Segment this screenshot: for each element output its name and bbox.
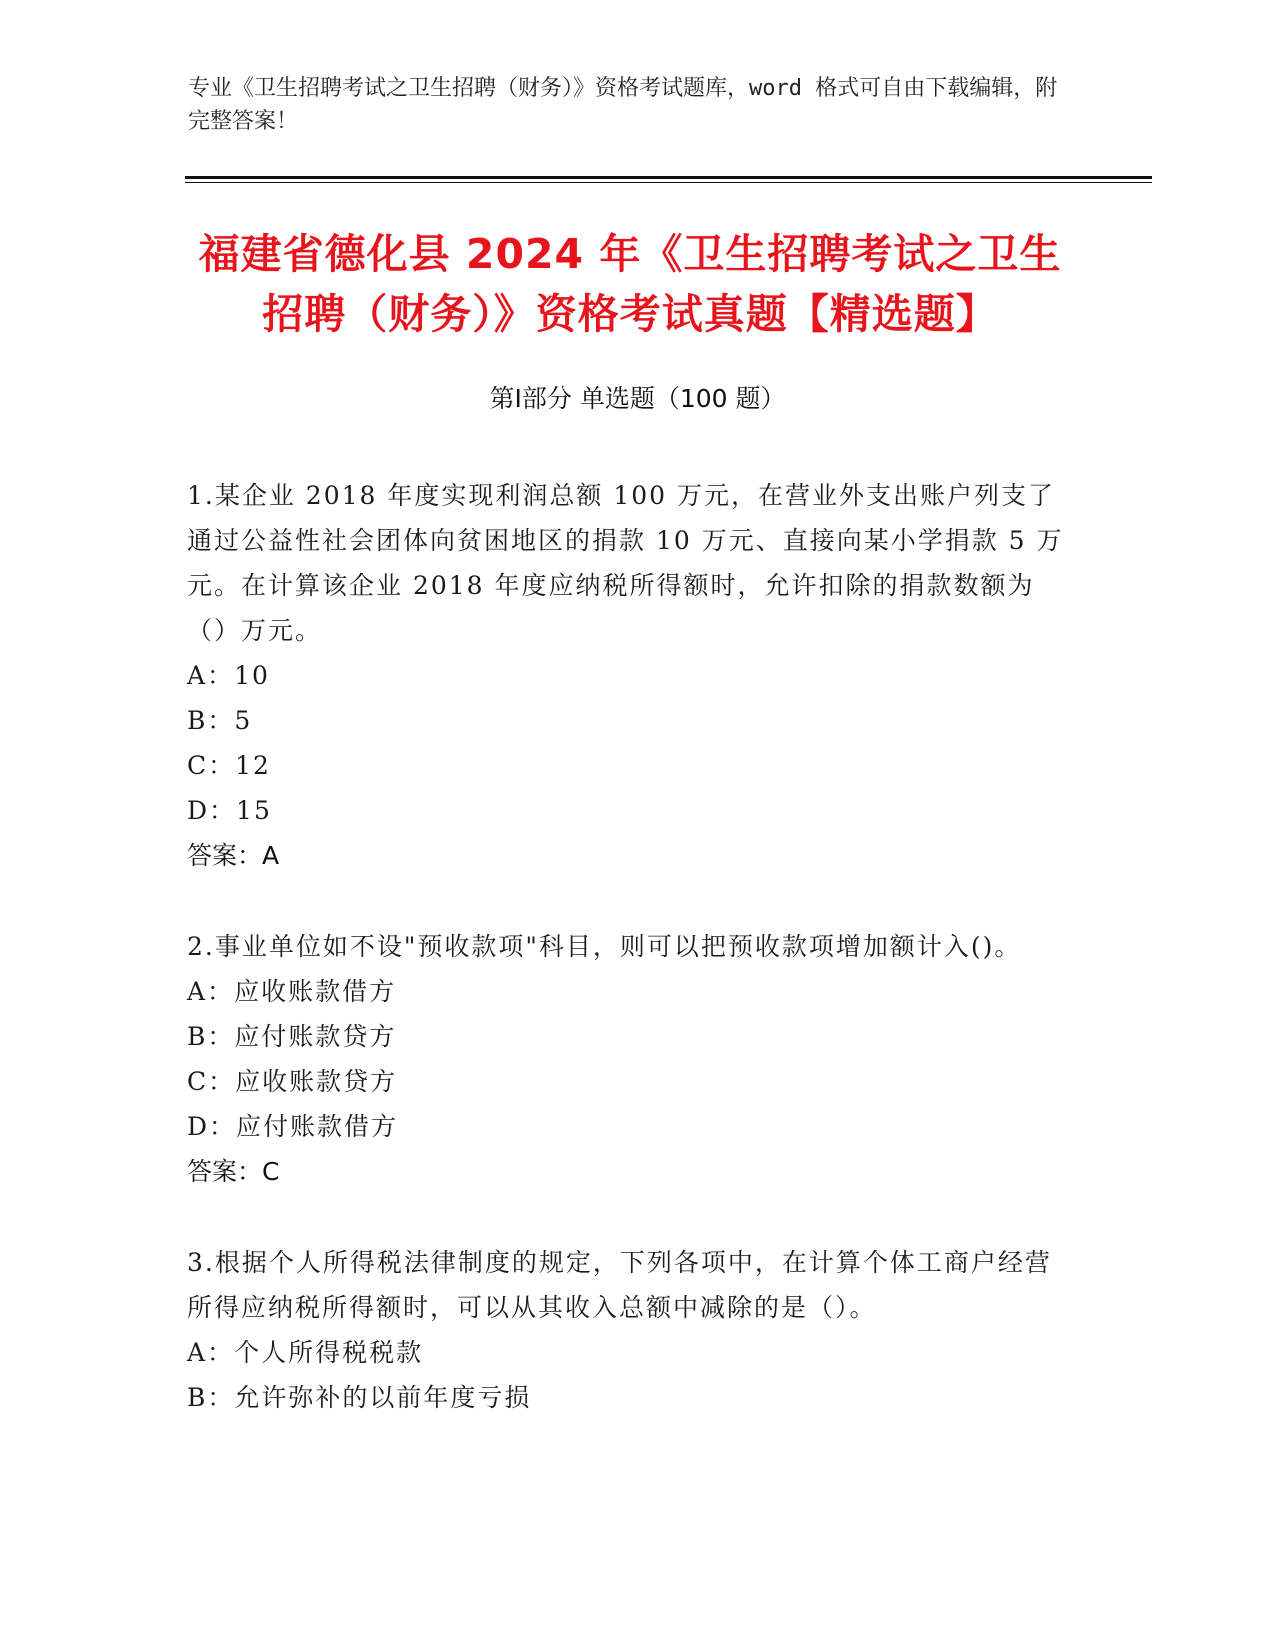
question-stem: 1.某企业 2018 年度实现利润总额 100 万元，在营业外支出账户列支了通过公益性社会团体向贫困地区的捐款 10 万元、直接向某小学捐款 5 万元。在计算该企业 2018 年度应纳税所得额时，允许扣除的捐款数额为（）万元。 [187,481,1064,645]
option-key: B： [187,1022,235,1051]
option-text: 10 [234,661,270,690]
option-key: C： [187,751,236,780]
answer-line: 答案：C [187,1157,280,1186]
option-d [187,788,1067,833]
question-stem: 3.根据个人所得税法律制度的规定，下列各项中，在计算个体工商户经营所得应纳税所得额时，可以从其收入总额中减除的是（）。 [187,1248,1052,1322]
option-a [187,1330,1067,1375]
option-text: 个人所得税税款 [234,1338,424,1367]
option-key: C： [187,1067,236,1096]
option-key: D： [187,796,237,825]
section-title: 第Ⅰ部分 单选题（100 题） [489,384,786,413]
question-stem: 2.事业单位如不设"预收款项"科目，则可以把预收款项增加额计入()。 [187,932,1022,961]
question-1 [187,473,1067,878]
option-key: B： [187,706,235,735]
option-a [187,969,1067,1014]
option-text: 12 [235,751,271,780]
header-rule-thin [185,182,1152,183]
option-c [187,1059,1067,1104]
option-text: 5 [234,706,253,735]
option-key: A： [187,661,235,690]
option-text: 应付账款贷方 [234,1022,397,1051]
option-key: D： [187,1112,237,1141]
header-rule-thick [185,176,1152,179]
question-2 [187,924,1067,1194]
option-text: 允许弥补的以前年度亏损 [234,1383,532,1412]
option-d [187,1104,1067,1149]
option-key: A： [187,1338,235,1367]
option-key: B： [187,1383,235,1412]
answer-line: 答案：A [187,841,280,870]
question-3 [187,1240,1067,1420]
option-c [187,743,1067,788]
option-text: 15 [236,796,272,825]
option-text: 应付账款借方 [236,1112,399,1141]
option-text: 应收账款借方 [234,977,397,1006]
document-title: 福建省德化县 2024 年《卫生招聘考试之卫生招聘（财务）》资格考试真题【精选题】 [198,230,1062,338]
option-a [187,653,1067,698]
option-b [187,1375,1067,1420]
question-list [187,473,1067,1466]
option-key: A： [187,977,235,1006]
option-b [187,698,1067,743]
option-text: 应收账款贷方 [235,1067,398,1096]
option-b [187,1014,1067,1059]
header-note: 专业《卫生招聘考试之卫生招聘（财务）》资格考试题库，word 格式可自由下载编辑，附完整答案！ [188,76,1058,134]
